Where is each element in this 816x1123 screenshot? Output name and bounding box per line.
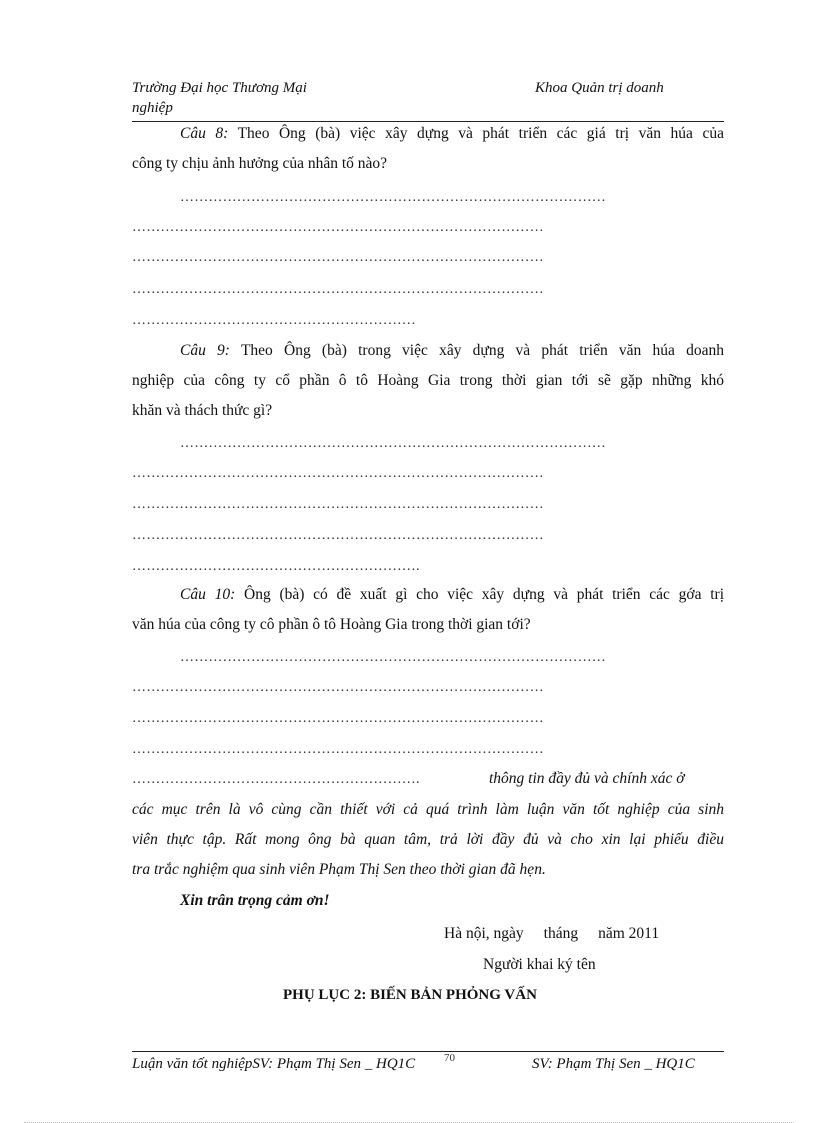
- question-10: [132, 580, 724, 640]
- footer-left: Luận văn tốt nghiệpSV: Phạm Thị Sen _ HQ1C: [132, 1056, 416, 1072]
- question-10-line-2: văn húa của công ty cô phần ô tô Hoàng Gia trong thời gian tới?: [132, 616, 531, 633]
- header-faculty: Khoa Quản trị doanh: [535, 80, 664, 96]
- closing-line-1: thông tin đầy đủ và chính xác ở: [489, 770, 685, 787]
- answer-line: ……………………………………………………………………………: [132, 220, 544, 235]
- question-8: [132, 119, 724, 179]
- footer-right: SV: Phạm Thị Sen _ HQ1C: [532, 1056, 695, 1072]
- date-year: năm 2011: [598, 925, 660, 942]
- question-9-line-1: Câu 9: Theo Ông (bà) trong việc xây dựng và phát triển văn húa doanh: [180, 342, 725, 359]
- signature-date: [444, 925, 659, 943]
- answer-line: ………………………………………………………………………………: [180, 436, 606, 451]
- date-prefix: Hà nội, ngày: [444, 925, 524, 942]
- answer-line: ……………………………………………………………………………: [132, 466, 544, 481]
- answer-line: ……………………………………………………………………………: [132, 742, 544, 757]
- question-8-line-1: Câu 8: Theo Ông (bà) việc xây dựng và phát triển các giá trị văn húa của: [180, 125, 724, 142]
- question-9-line-2: nghiệp của công ty cổ phần ô tô Hoàng Gia trong thời gian tới sẽ gặp những khó: [132, 372, 724, 389]
- answer-line: ……………………………………………………………………………: [132, 250, 544, 265]
- answer-line: …………………………………………………….: [132, 559, 420, 574]
- question-10-label: Câu 10:: [180, 586, 236, 603]
- question-8-label: Câu 8:: [180, 125, 229, 142]
- date-month: tháng: [543, 925, 579, 942]
- answer-line: ……………………………………………………: [132, 313, 416, 328]
- page-number-mark: 70: [444, 1052, 455, 1064]
- question-8-line-2: công ty chịu ảnh hưởng của nhân tố nào?: [132, 155, 388, 172]
- signer-label: Người khai ký tên: [483, 956, 596, 973]
- header-faculty-wrap: nghiệp: [132, 100, 173, 116]
- header-school: Trường Đại học Thương Mại: [132, 80, 307, 96]
- answer-line: ………………………………………………………………………………: [180, 650, 606, 665]
- answer-line: ……………………………………………………………………………: [132, 497, 544, 512]
- footer-rule: [132, 1051, 724, 1052]
- appendix-title: PHỤ LỤC 2: BIẾN BẢN PHỎNG VẤN: [283, 987, 537, 1003]
- answer-line: ……………………………………………………………………………: [132, 680, 544, 695]
- closing-line-3: viên thực tập. Rất mong ông bà quan tâm, trả lời đầy đủ và cho xin lại phiếu điều: [132, 831, 724, 848]
- answer-line: ……………………………………………………………………………: [132, 711, 544, 726]
- thanks-line: Xin trân trọng cảm ơn!: [180, 892, 330, 909]
- closing-paragraph: [132, 795, 724, 885]
- answer-line: ……………………………………………………………………………: [132, 528, 544, 543]
- question-9-line-3: khăn và thách thức gì?: [132, 402, 273, 419]
- closing-line-2: các mục trên là vô cùng cần thiết với cả quá trình làm luận văn tốt nghiệp của sinh: [132, 801, 724, 818]
- question-10-line-1: Câu 10: Ông (bà) có đề xuất gì cho việc xây dựng và phát triển các gớa trị: [180, 586, 725, 603]
- question-9: [132, 336, 724, 426]
- closing-line-4: tra trắc nghiệm qua sinh viên Phạm Thị Sen theo thời gian đã hẹn.: [132, 861, 546, 878]
- answer-line: ……………………………………………………………………………: [132, 282, 544, 297]
- answer-line: …………………………………………………….: [132, 772, 420, 787]
- question-9-label: Câu 9:: [180, 342, 230, 359]
- answer-line: ………………………………………………………………………………: [180, 190, 606, 205]
